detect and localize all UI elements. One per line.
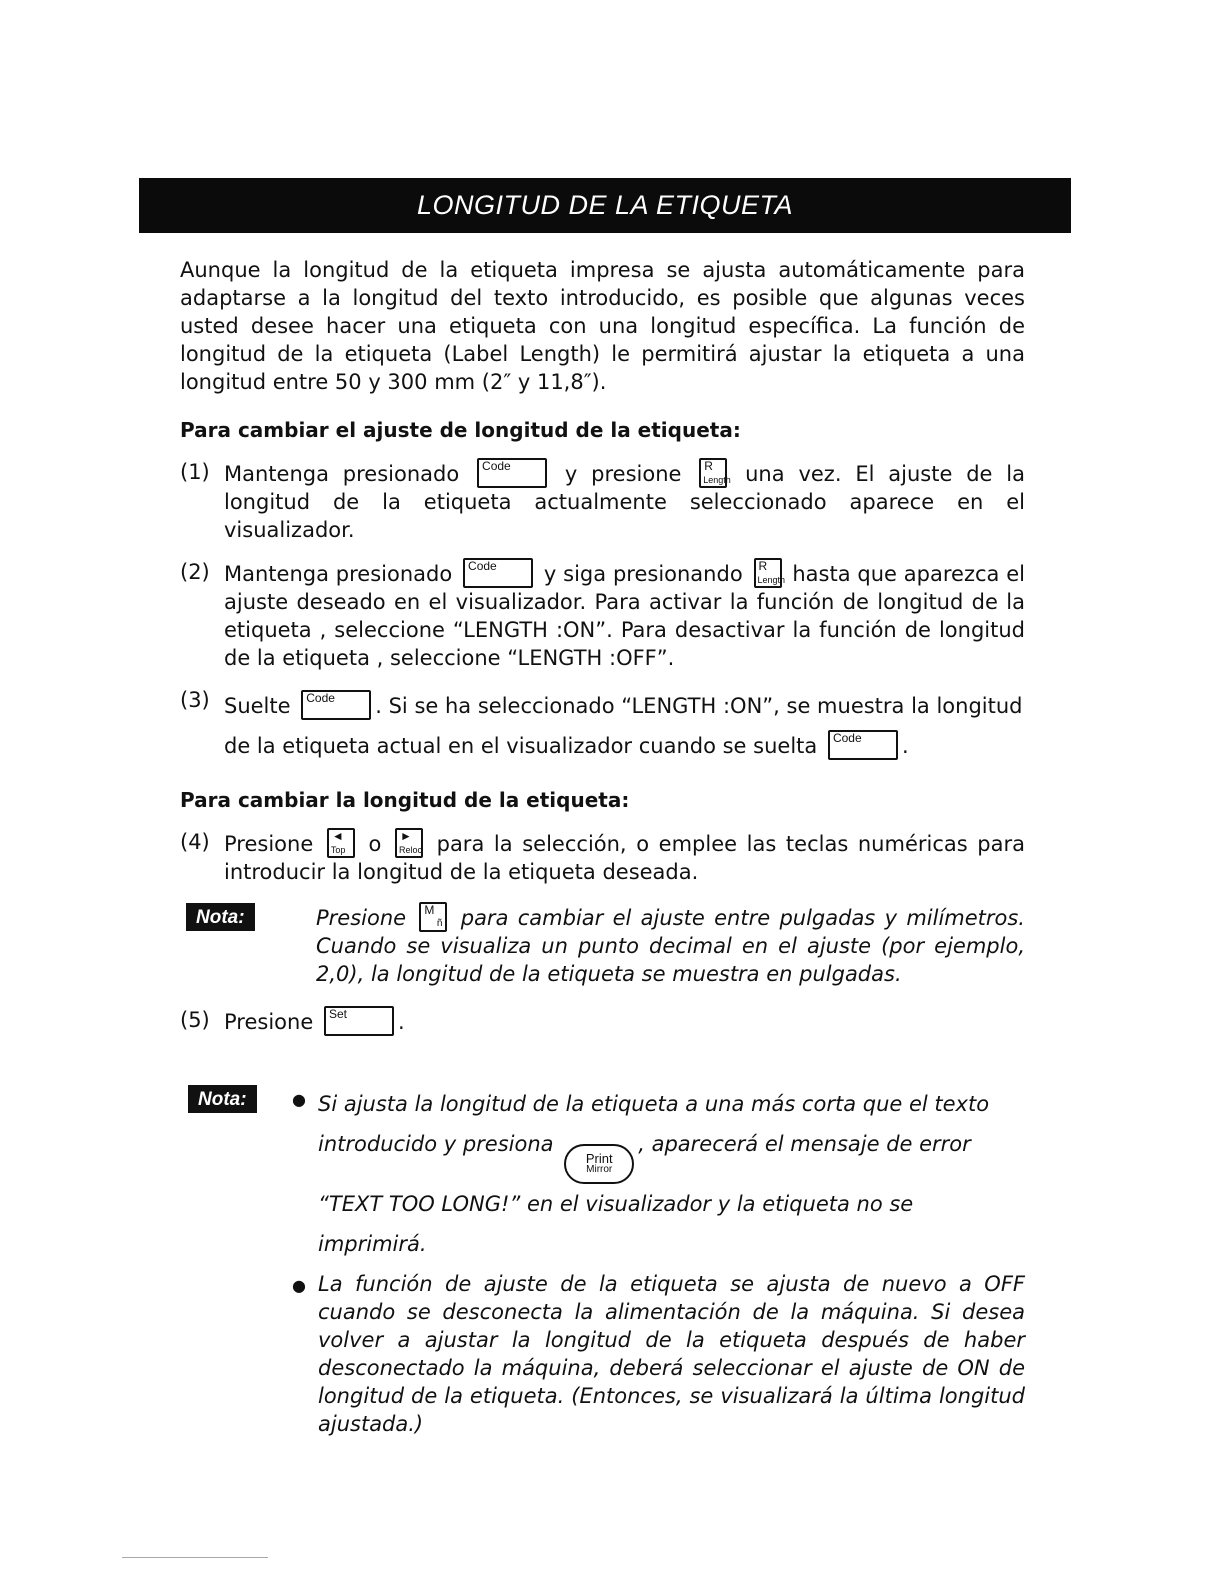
key-label: R	[758, 559, 768, 573]
note-badge-column	[186, 902, 316, 988]
step-text-part: .	[397, 1010, 405, 1034]
bullet-icon: ●	[292, 1090, 306, 1109]
step-number: (5)	[180, 1008, 210, 1032]
step-text-part: Presione	[224, 832, 314, 856]
code-key-icon	[463, 558, 533, 588]
intro-paragraph: Aunque la longitud de la etiqueta impresa se ajusta automáticamente para adaptarse a la longitud del texto introducido, es posible que algunas veces usted desee hacer una etiqueta con una longitud específica. La función de longitud de la etiqueta (Label Length) le permitirá ajustar la etiqueta a una longitud entre 50 y 300 mm (2″ y 11,8″).	[180, 258, 1025, 394]
step-text	[224, 1006, 1025, 1036]
code-key-icon	[477, 458, 547, 488]
step-text	[224, 828, 1025, 886]
step-1	[180, 458, 1025, 544]
key-label: Code	[306, 691, 335, 705]
bullet-text: La función de ajuste de la etiqueta se ajusta de nuevo a OFF cuando se desconecta la alimentación de la máquina. Si desea volver a ajustar la longitud de la etiqueta después de haber desconectado la máquina, deberá seleccionar el ajuste de ON de longitud de la etiqueta. (Entonces, se visualizará la última longitud ajustada.)	[318, 1272, 1025, 1436]
right-reloc-key-icon	[395, 828, 423, 858]
key-label: ►	[399, 829, 412, 843]
left-top-key-icon	[327, 828, 355, 858]
step-text-part: y siga presionando	[543, 562, 743, 586]
bullet-text-part: , aparecerá el mensaje de error “TEXT TOO LONG!” en el visualizador y la etiqueta no se imprimirá.	[318, 1132, 971, 1256]
note-badge-column	[188, 1084, 292, 1444]
key-sublabel: Mirror	[586, 1164, 613, 1175]
code-key-icon	[301, 690, 371, 720]
step-2	[180, 558, 1025, 672]
note-bullet-item	[292, 1084, 1025, 1264]
set-key-icon	[324, 1006, 394, 1036]
bullet-text	[318, 1084, 1025, 1264]
note-2	[180, 1084, 1025, 1444]
step-text	[224, 458, 1025, 544]
length-key-icon	[754, 558, 786, 588]
page-title: LONGITUD DE LA ETIQUETA	[416, 190, 794, 220]
print-mirror-key-icon	[564, 1144, 634, 1184]
key-label: Print	[585, 1151, 613, 1166]
document-body	[180, 256, 1025, 1444]
step-text-part: o	[368, 832, 382, 856]
note-badge: Nota:	[186, 903, 255, 931]
key-sublabel: Length	[757, 575, 786, 585]
step-5	[180, 1006, 1025, 1036]
step-text-part: y presione	[564, 462, 682, 486]
key-sublabel: ñ	[436, 918, 443, 929]
title-bar	[139, 178, 1071, 233]
key-label: Set	[328, 1007, 347, 1021]
step-number: (3)	[180, 688, 210, 712]
note-bullet-list	[292, 1084, 1025, 1444]
key-label: Code	[832, 731, 862, 745]
code-key-icon	[828, 730, 898, 760]
key-label: ◄	[331, 829, 344, 843]
length-key-icon	[699, 458, 731, 488]
step-3	[180, 686, 1025, 766]
step-text-part: hasta que aparezca el ajuste deseado en el visualizador. Para activar la función de longitud de la etiqueta , seleccione “LENGTH :ON”. Para desactivar la función de longitud de la etiqueta , seleccione “LENGTH :OFF”.	[224, 562, 1025, 670]
footer-rule	[122, 1557, 268, 1558]
step-text	[224, 558, 1025, 672]
key-sublabel: Reloc	[398, 845, 422, 855]
step-text-part: una vez. El ajuste de la longitud de la etiqueta actualmente seleccionado aparece en el visualizador.	[224, 462, 1025, 542]
step-text-part: . Si se ha seleccionado “LENGTH :ON”, se muestra la longitud de la etiqueta actual en el visualizador cuando se suelta	[224, 694, 1023, 758]
note-1	[180, 902, 1025, 988]
note-text-part: Presione	[316, 906, 407, 930]
step-text-part: Mantenga presionado	[224, 562, 453, 586]
step-number: (1)	[180, 460, 210, 484]
step-4	[180, 828, 1025, 886]
m-key-icon	[419, 902, 447, 932]
section1-heading: Para cambiar el ajuste de longitud de la etiqueta:	[180, 418, 741, 442]
step-text-part: Mantenga presionado	[224, 462, 460, 486]
step-number: (4)	[180, 830, 210, 854]
step-text-part: para la selección, o emplee las teclas numéricas para introducir la longitud de la etiqueta deseada.	[224, 832, 1026, 884]
key-label: Code	[468, 559, 497, 573]
bullet-icon: ●	[292, 1276, 306, 1295]
note-text	[316, 902, 1025, 988]
step-text	[224, 686, 1025, 766]
step-number: (2)	[180, 560, 210, 584]
note-badge: Nota:	[188, 1085, 257, 1113]
step-text-part: Suelte	[224, 694, 291, 718]
step-text-part: .	[901, 734, 909, 758]
key-label: R	[704, 459, 713, 473]
section2-heading: Para cambiar la longitud de la etiqueta:	[180, 788, 630, 812]
key-label: Code	[482, 459, 511, 473]
note-text-part: para cambiar el ajuste entre pulgadas y milímetros. Cuando se visualiza un punto decimal en el ajuste (por ejemplo, 2,0), la longitud de la etiqueta se muestra en pulgadas.	[316, 906, 1025, 986]
note-bullet-item	[292, 1270, 1025, 1438]
key-sublabel: Length	[703, 475, 731, 485]
key-label: M	[424, 903, 435, 917]
bullet-text-part: Si ajusta la longitud de la etiqueta a una más corta que el texto introducido y presiona	[318, 1092, 990, 1156]
key-sublabel: Top	[330, 845, 346, 855]
step-text-part: Presione	[224, 1010, 314, 1034]
